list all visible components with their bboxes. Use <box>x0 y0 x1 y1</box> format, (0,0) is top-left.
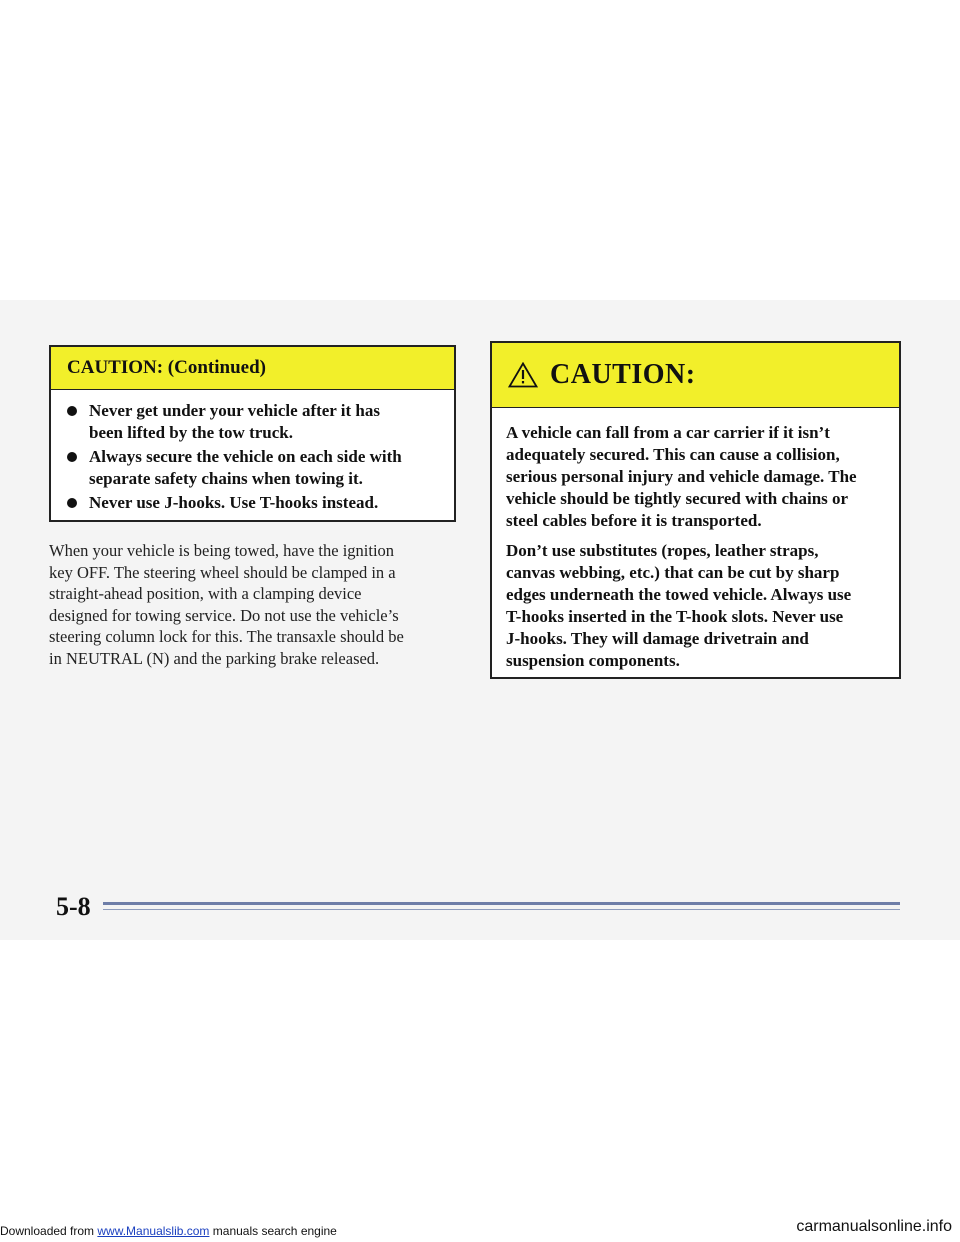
page-rule-thin <box>103 909 900 910</box>
bullet-icon <box>67 498 77 508</box>
page-rule <box>103 902 900 905</box>
caution-list-item: Never use J-hooks. Use T-hooks instead. <box>67 492 440 514</box>
caution-box-continued <box>49 345 456 522</box>
caution-list-item: Never get under your vehicle after it has been lifted by the tow truck. <box>67 400 440 444</box>
bullet-icon <box>67 452 77 462</box>
bullet-icon <box>67 406 77 416</box>
caution-paragraph: Don’t use substitutes (ropes, leather straps, canvas webbing, etc.) that can be cut by sharp edges underneath the towed vehicle. Always use T-hooks inserted in the T-hook slots. Never use J-hooks. They will damage drivetrain and suspension components. <box>506 541 852 670</box>
watermark-text: carmanualsonline.info <box>796 1218 952 1235</box>
caution-header <box>492 343 899 408</box>
manualslib-link[interactable]: www.Manualslib.com <box>97 1224 210 1238</box>
caution-list-item: Always secure the vehicle on each side with separate safety chains when towing it. <box>67 446 440 490</box>
caution-content <box>492 408 899 672</box>
caution-label: CAUTION: <box>550 359 696 390</box>
caution-paragraph: A vehicle can fall from a car carrier if it isn’t adequately secured. This can cause a collision, serious personal injury and vehicle damage. The vehicle should be tightly secured with chains or steel cables before it is transported. <box>506 423 857 530</box>
download-footer: Downloaded from www.Manualslib.com manuals search engine <box>0 1224 337 1238</box>
towing-instructions-paragraph: When your vehicle is being towed, have the ignition key OFF. The steering wheel should be clamped in a straight-ahead position, with a clamping device designed for towing service. Do not use the vehicle’s steering column lock for this. The transaxle should be in NEUTRAL (N) and the parking brake released. <box>49 541 404 668</box>
caution-header: CAUTION: (Continued) <box>51 347 454 390</box>
caution-list <box>51 390 454 514</box>
warning-triangle-icon <box>508 362 538 388</box>
page-number: 5-8 <box>56 892 91 921</box>
caution-box-car-carrier <box>490 341 901 679</box>
